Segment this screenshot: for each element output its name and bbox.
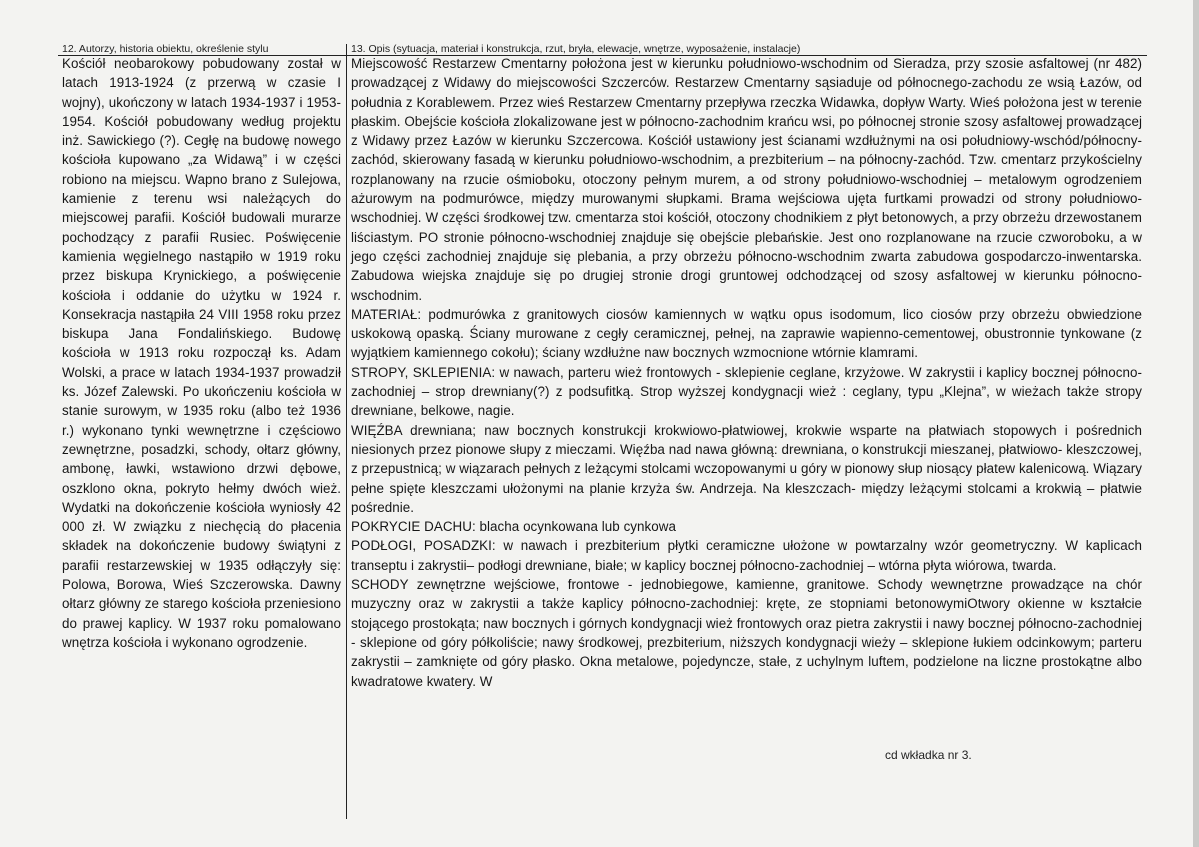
column-divider [346, 44, 347, 819]
description-stairs-windows: SCHODY zewnętrzne wejściowe, frontowe - jednobiegowe, kamienne, granitowe. Schody wewnętrzne prowadzące na chór muzyczny oraz w zakrystii a także kaplicy północno-zachodniej: kręte, ze stopniami betonowymiOtwory okienne w kształcie stojącego prostokąta; naw bocznych i górnych kondygnacji wież frontowych oraz pietra zakrystii i nawy bocznej północno-zachodniej - sklepione od góry półkoliście; nawy środkowej, prezbiterium, niższych kondygnacji wieży – sklepione łukiem odcinkowym; parteru zakrystii – zamknięte od góry płasko. Okna metalowe, pojedyncze, stałe, z uchylnym luftem, podzielone na liczne prostokątne albo kwadratowe kwatery. W [351, 577, 1142, 689]
description-ceilings: STROPY, SKLEPIENIA: w nawach, parteru wież frontowych - sklepienie ceglane, krzyżowe. W zakrystii i kaplicy bocznej północno-zachodniej – strop drewniany(?) z podsufitką. Strop wyższej kondygnacji wież : ceglany, typu „Klejna”, w wieżach także stropy drewniane, belkowe, nagie. [351, 364, 1142, 419]
right-column-header: 13. Opis (sytuacja, materiał i konstrukcja, rzut, bryła, elewacje, wnętrze, wyposażenie, instalacje) [351, 43, 801, 55]
description-material: MATERIAŁ: podmurówka z granitowych ciosów kamiennych w wątku opus isodomum, lico ciosów przy obrzeżu obwiedzione uskokową opaską. Ściany murowane z cegły ceramicznej, pełnej, na zaprawie wapienno-cementowej, obustronnie tynkowane (z wyjątkiem kamiennego cokołu); ściany wzdłużne naw bocznych wzmocnione wtórnie klamrami. [351, 306, 1142, 361]
left-column-header: 12. Autorzy, historia obiektu, określenie stylu [62, 43, 269, 55]
history-text: Kościół neobarokowy pobudowany został w latach 1913-1924 (z przerwą w czasie I wojny), ukończony w latach 1934-1937 i 1953-1954. Kościół pobudowany według projektu inż. Sawickiego (?). Cegłę na budowę nowego kościoła kupowano „za Widawą” i w części robiono na miejscu. Wapno brano z Sulejowa, kamienie z terenu wsi należących do miejscowej parafii. Kościół budowali murarze pochodzący z parafii Rusiec. Poświęcenie kamienia węgielnego nastąpiło w 1919 roku przez biskupa Krynickiego, a poświęcenie kościoła i oddanie do użytku w 1924 r. Konsekracja nastąpiła 24 VIII 1958 roku przez biskupa Jana Fondalińskiego. Budowę kościoła w 1913 roku rozpoczął ks. Adam Wolski, a prace w latach 1934-1937 prowadził ks. Józef Zalewski. Po ukończeniu kościoła w stanie surowym, w 1935 roku (albo też 1936 r.) wykonano tynki wewnętrzne i częściowo zewnętrzne, posadzki, schody, ołtarz główny, ambonę, ławki, wstawiono drzwi dębowe, oszklono okna, pokryto hełmy dwóch wież. Wydatki na dokończenie kościoła wyniosły 42 000 zł. W związku z niechęcią do płacenia składek na dokończenie budowy świątyni z parafii restarzewskiej w 1935 odłączyły się: Polowa, Borowa, Wieś Szczerowska. Dawny ołtarz główny ze starego kościoła przeniesiono do prawej kaplicy. W 1937 roku pomalowano wnętrza kościoła i wykonano ogrodzenie. [62, 56, 341, 650]
description-floors: PODŁOGI, POSADZKI: w nawach i prezbiterium płytki ceramiczne ułożone w powtarzalny wzór geometryczny. W kaplicach transeptu i zakrystii– podłogi drewniane, białe; w kaplicy bocznej północno-zachodniej – wtórna płyta wiórowa, twarda. [351, 538, 1142, 573]
description-roof-truss: WIĘŹBA drewniana; naw bocznych konstrukcji krokwiowo-płatwiowej, krokwie wsparte na płatwiach stopowych i pośrednich niesionych przez pionowe słupy z mieczami. Więźba nad nawa główną: drewniana, o konstrukcji mieszanej, płatwiowo- kleszczowej, z przepustnicą; w wiązarach pełnych z leżącymi stolcami wczopowanymi u góry w pionowy słup niosący płatew kalenicową. Wiązary pełne spięte kleszczami ułożonymi na planie krzyża św. Andrzeja. Na kleszczach- między leżącymi stolcami a krokwią – płatwie pośrednie. [351, 422, 1142, 515]
continuation-note: cd wkładka nr 3. [885, 748, 972, 762]
description-location: Miejscowość Restarzew Cmentarny położona jest w kierunku południowo-wschodnim od Sieradza, przy szosie asfaltowej (nr 482) prowadzącej z Widawy do miejscowości Szczerców. Restarzew Cmentarny sąsiaduje od północnego-zachodu ze wsią Łazów, od południa z Korablewem. Przez wieś Restarzew Cmentarny przepływa rzeczka Widawka, dopływ Warty. Wieś położona jest w terenie płaskim. Obejście kościoła zlokalizowane jest w północno-zachodnim krańcu wsi, po północnej stronie szosy asfaltowej prowadzącej z Widawy przez Łazów w kierunku Szczercowa. Kościół ustawiony jest ścianami wzdłużnymi na osi południowy-wschód/północny-zachód, skierowany fasadą w kierunku południowo-wschodnim, a prezbiterium – na północny-zachód. Tzw. cmentarz przykościelny rozplanowany na rzucie ośmioboku, otoczony pełnym murem, a od strony południowo-wschodniej – metalowym ogrodzeniem ażurowym na podmurówce, między murowanymi słupkami. Brama wejściowa ujęta furtkami prowadzi od strony południowo-wschodniej. W części środkowej tzw. cmentarza stoi kościół, otoczony chodnikiem z płyt betonowych, a przy obrzeżu drzewostanem liściastym. PO stronie północno-wschodniej znajduje się obejście plebańskie. Jest ono rozplanowane na rzucie czworoboku, a w jego części zachodniej znajduje się plebania, a przy obrzeżu północno-wschodnim zwarta zabudowa gospodarczo-inwentarska. Zabudowa wiejska znajduje się po drugiej stronie drogi gruntowej odchodzącej od szosy asfaltowej w kierunku północno-wschodnim. [351, 56, 1142, 303]
history-column [62, 54, 341, 652]
description-column [351, 54, 1142, 691]
scan-edge-shadow [1193, 0, 1199, 847]
description-roofing: POKRYCIE DACHU: blacha ocynkowana lub cynkowa [351, 519, 677, 535]
